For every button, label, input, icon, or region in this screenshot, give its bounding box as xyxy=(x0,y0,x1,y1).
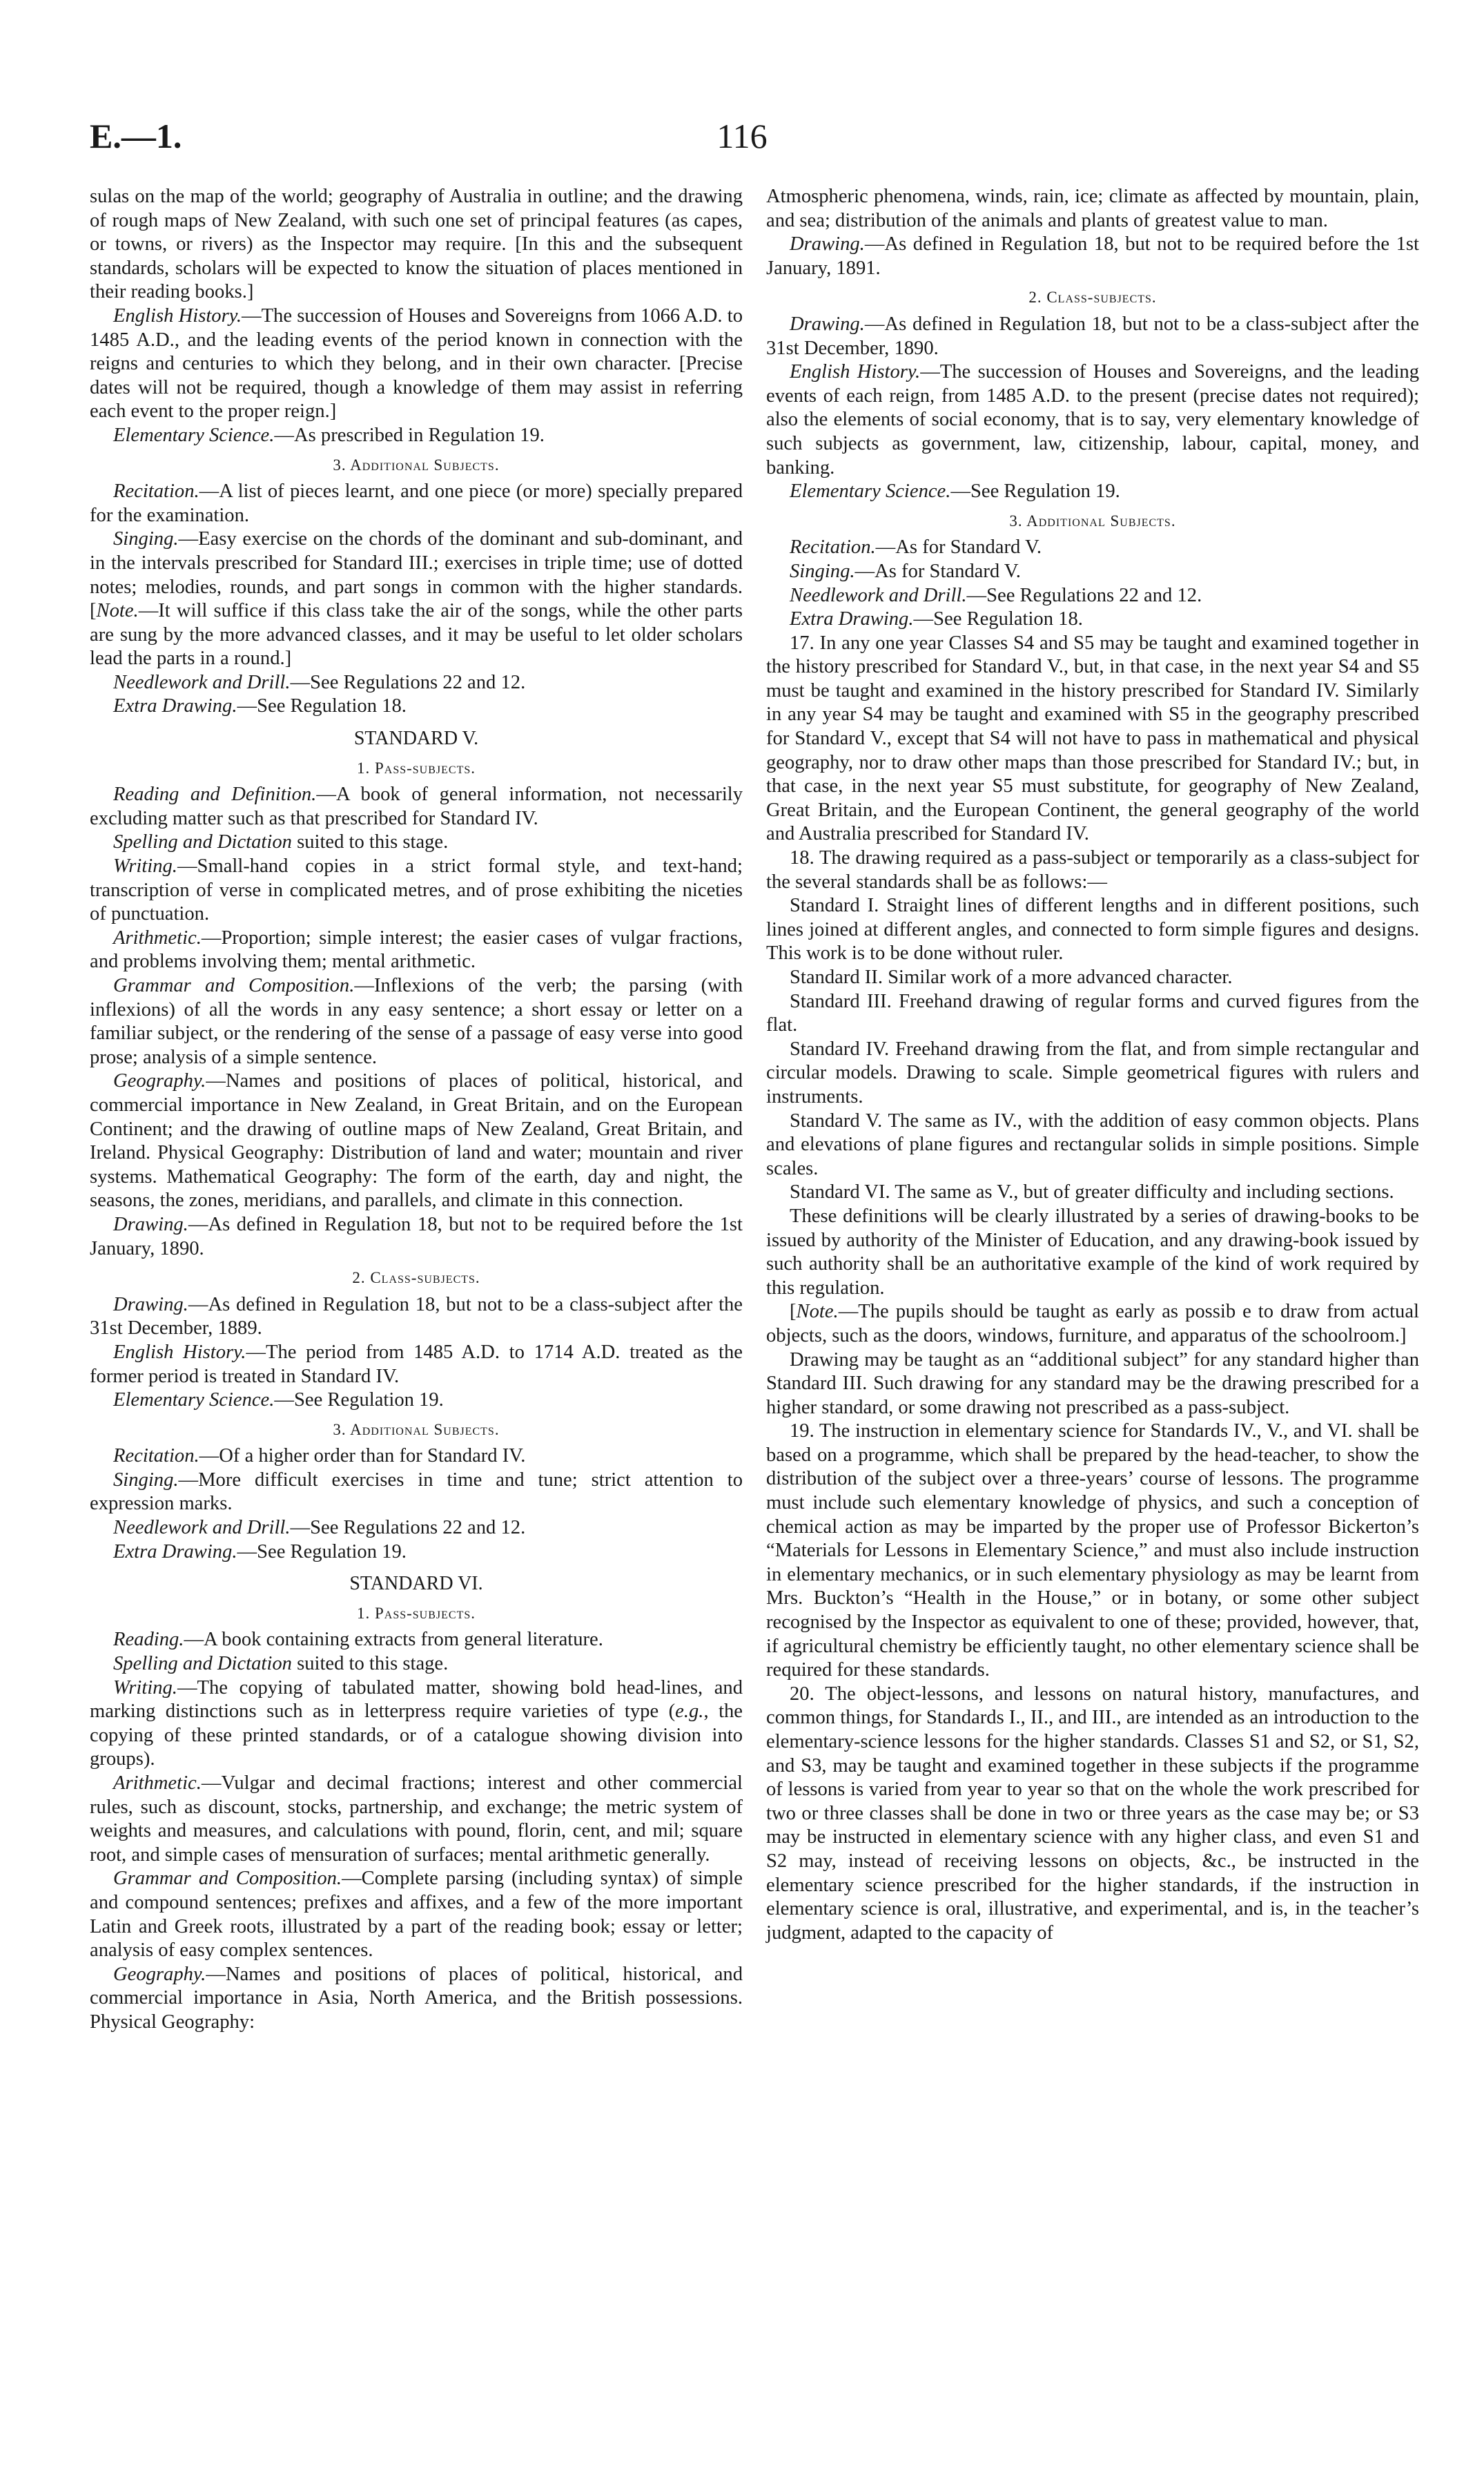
paragraph: Recitation.—Of a higher order than for Standard IV. xyxy=(113,1445,526,1467)
paragraph: Drawing may be taught as an “additional subject” for any standard higher than Standard III. Such drawing for any standard may be the drawing prescribed for a higher standard, or some drawing not prescribed as a pass-subject. xyxy=(766,1348,1419,1418)
page-number: 116 xyxy=(716,117,768,155)
section-heading: 3. Additional Subjects. xyxy=(1009,512,1176,530)
paragraph: Needlework and Drill.—See Regulations 22 and 12. xyxy=(790,584,1202,606)
paragraph: English History.—The succession of Houses and Sovereigns from 1066 A.D. to 1485 A.D., and the leading events of the period known in connection with the reigns and centuries to which they belong, and in their own character. [Precise dates will not be required, though a knowledge of them may assist in referring each event to the proper reign.] xyxy=(90,304,743,423)
right-column xyxy=(766,185,1419,1945)
paragraph: Geography.—Names and positions of places of political, historical, and commercial importance in New Zealand, in Great Britain, and on the European Continent; and the drawing of outline maps of New Zealand, Great Britain, and Ireland. Physical Geography: Distribution of land and water; mountain and river systems. Mathematical Geography: The form of the earth, day and night, the seasons, the zones, meridians, and parallels, and climate in this connection. xyxy=(90,1070,743,1212)
regulation-20: 20. The object-lessons, and lessons on natural history, manufactures, and common things, for Standards I., II., and III., are intended as an introduction to the elementary-science lessons for the higher standards. Classes S1 and S2, or S1, S2, and S3, may be taught and examined together in these subjects if the programme of lessons is varied from year to year so that on the whole the work prescribed for two or three classes shall be done in two or three years as the case may be; or S3 may be instructed in elementary science with any higher class, and even S1 and S2 may, instead of receiving lessons on objects, &c., be instructed in the elementary science prescribed for the higher standards, if the instruction in elementary science is oral, illustrative, and experimental, and is, in the teacher’s judgment, adapted to the capacity of xyxy=(766,1683,1419,1944)
section-heading: 3. Additional Subjects. xyxy=(333,456,500,474)
regulation-19: 19. The instruction in elementary science for Standards IV., V., and VI. shall be based on a programme, which shall be prepared by the head-teacher, to show the distribution of the subject over a three-years’ course of lessons. The programme must include such elementary knowledge of physics, and such a conception of chemical action as may be imparted by the proper use of Professor Bickerton’s “Materials for Lessons in Elementary Science,” and must also include instruction in elementary mechanics, or in such elementary physiology as may be learnt from Mrs. Buckton’s “Health in the House,” or in botany, or some other subject recognised by the Inspector as equivalent to one of these; provided, however, that, if agricultural chemistry be efficiently taught, no other elementary science shall be required for these standards. xyxy=(766,1420,1419,1681)
regulation-17: 17. In any one year Classes S4 and S5 may be taught and examined together in the history prescribed for Standard V., but, in that case, in the next year S4 and S5 must be taught and examined in the history prescribed for Standard IV. Similarly in any year S4 may be taught and examined with S5 in the geography prescribed for Standard V., except that S4 will not have to pass in mathematical and physical geography, nor to draw other maps than those prescribed for Standard IV.; but, in that case, in the next year S5 must substitute, for geography of New Zealand, Great Britain, and the European Continent, the general geography of the world and Australia prescribed for Standard IV. xyxy=(766,632,1419,845)
standard-4-drawing: Standard IV. Freehand drawing from the flat, and from simple rectangular and circular models. Drawing to scale. Simple geometrical figures with rulers and instruments. xyxy=(766,1038,1419,1107)
regulation-18: 18. The drawing required as a pass-subject or temporarily as a class-subject for the several standards shall be as follows:— xyxy=(766,847,1419,893)
paragraph: Recitation.—A list of pieces learnt, and one piece (or more) specially prepared for the examination. xyxy=(90,481,743,526)
paragraph: Grammar and Composition.—Inflexions of the verb; the parsing (with inflexions) of all the words in any easy sentence; a short essay or letter on a familiar subject, or the rendering of the sense of a passage of easy verse into good prose; analysis of a simple sentence. xyxy=(90,975,743,1068)
paragraph: Geography.—Names and positions of places of political, historical, and commercial importance in Asia, North America, and the British possessions. Physical Geography: xyxy=(90,1963,743,2033)
section-heading: 2. Class-subjects. xyxy=(1028,289,1157,307)
paragraph: Singing.—More difficult exercises in time and tune; strict attention to expression marks. xyxy=(90,1469,743,1515)
standard-5-drawing: Standard V. The same as IV., with the addition of easy common objects. Plans and elevations of plane figures and rectangular solids in simple positions. Simple scales. xyxy=(766,1110,1419,1179)
section-heading: 3. Additional Subjects. xyxy=(333,1420,500,1438)
paragraph: Singing.—As for Standard V. xyxy=(790,560,1021,582)
paragraph: Elementary Science.—See Regulation 19. xyxy=(113,1389,444,1411)
paragraph: Drawing.—As defined in Regulation 18, but not to be a class-subject after the 31st December, 1890. xyxy=(766,313,1419,359)
section-heading: 1. Pass-subjects. xyxy=(356,1604,476,1622)
paragraph: English History.—The period from 1485 A.D. to 1714 A.D. treated as the former period is treated in Standard IV. xyxy=(90,1341,743,1387)
paragraph: Reading and Definition.—A book of general information, not necessarily excluding matter such as that prescribed for Standard IV. xyxy=(90,784,743,829)
paragraph: Needlework and Drill.—See Regulations 22 and 12. xyxy=(113,671,526,693)
paragraph: Singing.—Easy exercise on the chords of the dominant and sub-dominant, and in the intervals prescribed for Standard III.; exercises in triple time; use of dotted notes; melodies, rounds, and part songs in common with the higher standards. [Note.—It will suffice if this class take the air of the songs, while the other parts are sung by the more advanced classes, and it may be useful to let older scholars lead the parts in a round.] xyxy=(90,528,743,670)
paragraph: English History.—The succession of Houses and Sovereigns, and the leading events of each reign, from 1485 A.D. to the present (precise dates not required); also the elements of social economy, that is to say, very elementary knowledge of such subjects as government, law, citizenship, labour, capital, money, and banking. xyxy=(766,361,1420,478)
standard-2-drawing: Standard II. Similar work of a more advanced character. xyxy=(790,967,1233,988)
section-heading: 1. Pass-subjects. xyxy=(356,759,476,777)
paragraph: Spelling and Dictation suited to this stage. xyxy=(113,1653,449,1675)
paragraph: Grammar and Composition.—Complete parsing (including syntax) of simple and compound sentences; prefixes and affixes, and a few of the more important Latin and Greek roots, illustrated by a part of the reading book; essay or letter; analysis of easy complex sentences. xyxy=(90,1868,743,1962)
paragraph: Reading.—A book containing extracts from general literature. xyxy=(113,1629,603,1651)
standard-heading: STANDARD V. xyxy=(353,728,479,750)
paragraph: Arithmetic.—Vulgar and decimal fractions; interest and other commercial rules, such as discount, stocks, partnership, and exchange; the metric system of weights and measures, and calculations with pound, florin, cent, and mil; square root, and simple cases of mensuration of surfaces; mental arithmetic generally. xyxy=(90,1772,743,1866)
paragraph: Needlework and Drill.—See Regulations 22 and 12. xyxy=(113,1517,526,1539)
paragraph: Spelling and Dictation suited to this stage. xyxy=(113,831,449,853)
section-heading: 2. Class-subjects. xyxy=(352,1269,480,1287)
paragraph: Drawing.—As defined in Regulation 18, but not to be a class-subject after the 31st December, 1889. xyxy=(90,1293,743,1339)
paragraph: [Note.—The pupils should be taught as early as possib e to draw from actual objects, such as the doors, windows, furniture, and apparatus of the schoolroom.] xyxy=(766,1301,1419,1346)
page-reference: E.—1. xyxy=(90,117,182,155)
standard-heading: STANDARD VI. xyxy=(349,1573,483,1595)
standard-3-drawing: Standard III. Freehand drawing of regular forms and curved figures from the flat. xyxy=(766,990,1419,1036)
paragraph: Atmospheric phenomena, winds, rain, ice; climate as affected by mountain, plain, and sea; distribution of the animals and plants of greatest value to man. xyxy=(766,186,1419,231)
left-column xyxy=(90,185,743,2035)
standard-1-drawing: Standard I. Straight lines of different lengths and in different positions, such lines joined at different angles, and connected to form simple figures and designs. This work is to be done without ruler. xyxy=(766,895,1419,965)
paragraph: Extra Drawing.—See Regulation 19. xyxy=(113,1540,407,1562)
paragraph: Extra Drawing.—See Regulation 18. xyxy=(113,695,407,717)
paragraph: Drawing.—As defined in Regulation 18, but not to be required before the 1st January, 1891. xyxy=(766,233,1419,279)
paragraph: Extra Drawing.—See Regulation 18. xyxy=(790,608,1083,630)
paragraph: Writing.—The copying of tabulated matter, showing bold head-lines, and marking distinctions such as in letterpress require varieties of type (e.g., the copying of these printed standards, or of a catalogue showing division into groups). xyxy=(90,1676,743,1770)
paragraph: Arithmetic.—Proportion; simple interest; the easier cases of vulgar fractions, and problems involving them; mental arithmetic. xyxy=(90,927,743,973)
paragraph: Elementary Science.—As prescribed in Regulation 19. xyxy=(113,424,545,446)
paragraph: Writing.—Small-hand copies in a strict formal style, and text-hand; transcription of verse in complicated metres, and of prose exhibiting the niceties of punctuation. xyxy=(90,855,743,925)
paragraph: Drawing.—As defined in Regulation 18, but not to be required before the 1st January, 1890. xyxy=(90,1213,743,1259)
standard-6-drawing: Standard VI. The same as V., but of greater difficulty and including sections. xyxy=(790,1181,1394,1203)
paragraph: sulas on the map of the world; geography of Australia in outline; and the drawing of rough maps of New Zealand, with such one set of principal features (as capes, or towns, or rivers) as the Inspector may require. [In this and the subsequent standards, scholars will be expected to know the situation of places mentioned in their reading books.] xyxy=(90,186,743,303)
paragraph: These definitions will be clearly illustrated by a series of drawing-books to be issued by authority of the Minister of Education, and any drawing-book issued by such authority shall be an authoritative example of the kind of work required by this regulation. xyxy=(766,1205,1419,1299)
paragraph: Elementary Science.—See Regulation 19. xyxy=(790,481,1120,503)
paragraph: Recitation.—As for Standard V. xyxy=(790,536,1042,559)
